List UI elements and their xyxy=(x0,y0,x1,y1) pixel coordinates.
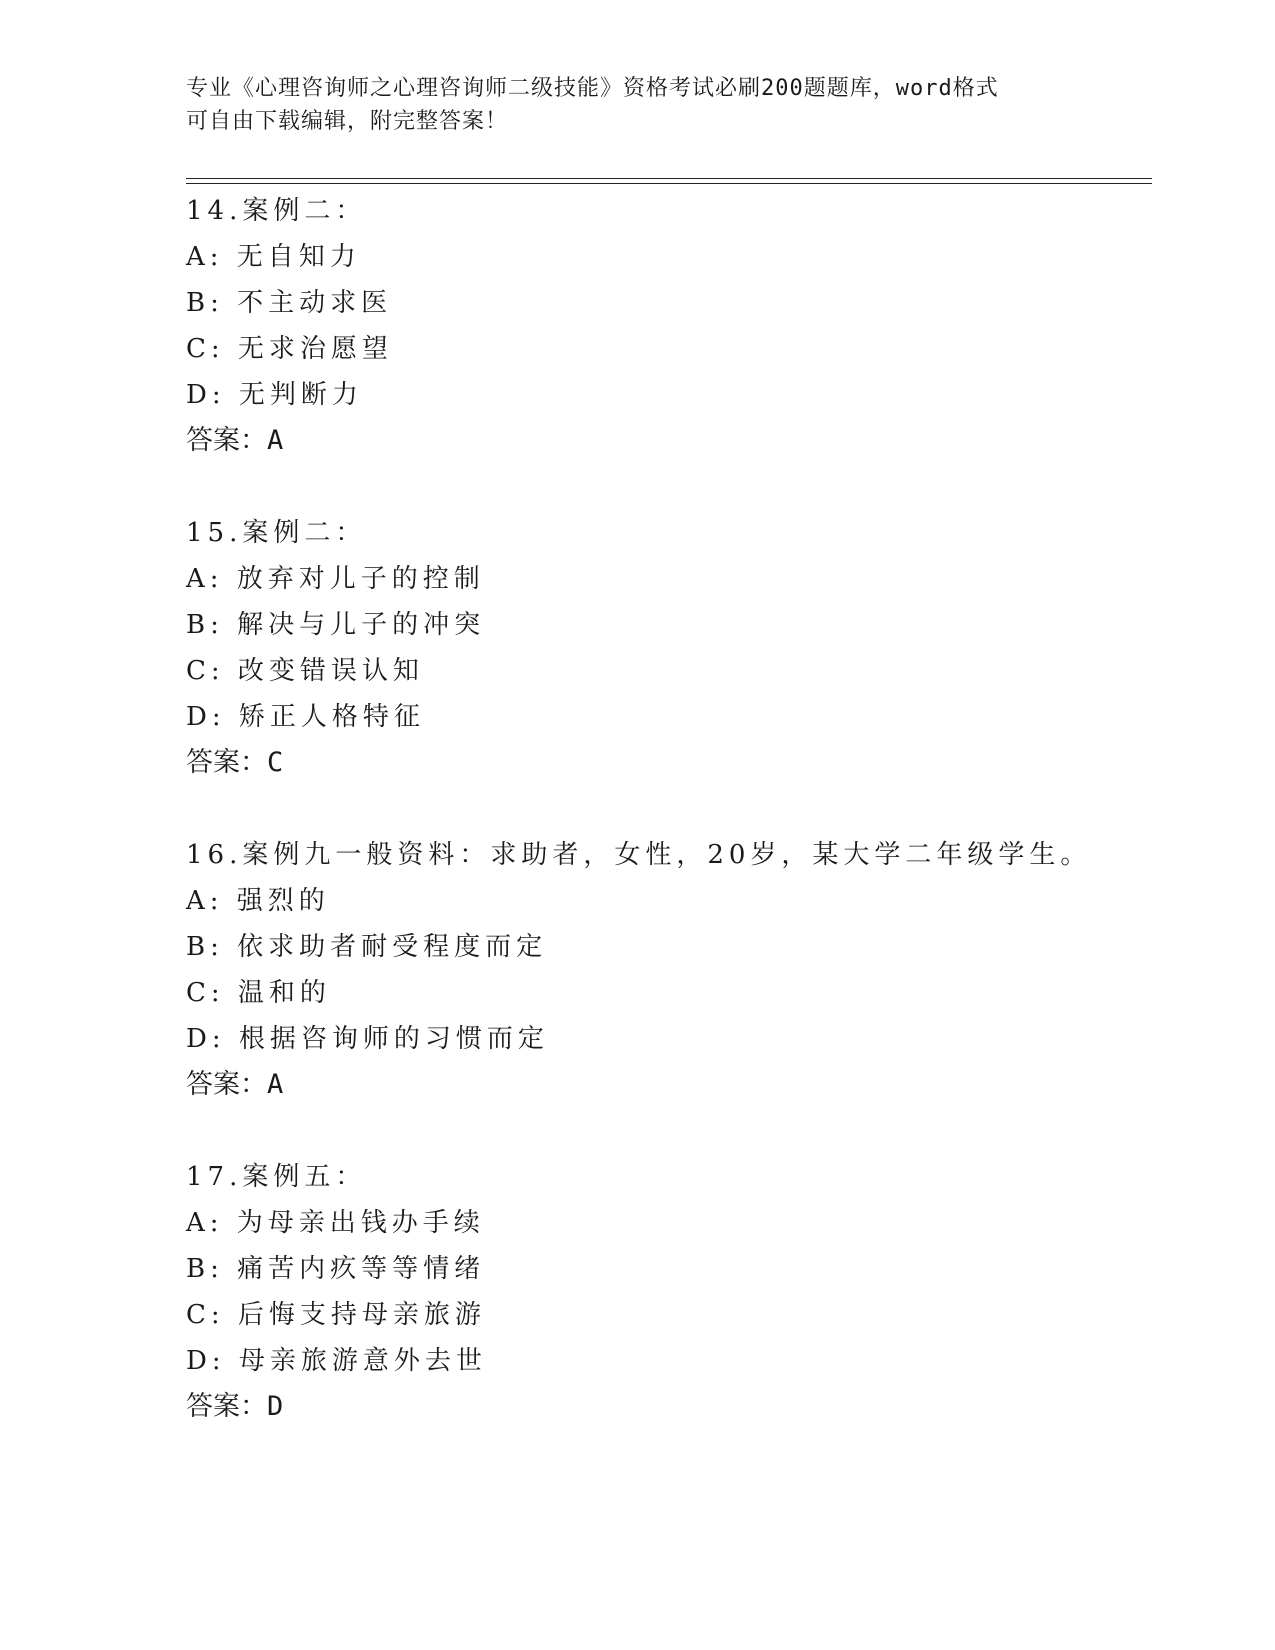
answer-value: A xyxy=(267,1069,284,1100)
option-b: B: 解决与儿子的冲突 xyxy=(186,610,486,640)
option-a: A: 强烈的 xyxy=(186,886,330,916)
header-title-line-2: 可自由下载编辑，附完整答案！ xyxy=(186,109,509,134)
question-15 xyxy=(186,510,1136,786)
answer-line xyxy=(186,418,1136,464)
answer-label: 答案： xyxy=(186,1391,267,1422)
answer-line xyxy=(186,1062,1136,1108)
header-divider-top xyxy=(186,178,1152,179)
question-16 xyxy=(186,832,1136,1108)
answer-line xyxy=(186,1384,1136,1430)
option-d: D: 矫正人格特征 xyxy=(186,702,425,732)
question-stem: 15.案例二： xyxy=(186,518,367,548)
answer-label: 答案： xyxy=(186,425,267,456)
question-list xyxy=(186,188,1136,1430)
answer-line xyxy=(186,740,1136,786)
option-c: C: 后悔支持母亲旅游 xyxy=(186,1300,486,1330)
option-b: B: 痛苦内疚等等情绪 xyxy=(186,1254,486,1284)
option-b: B: 依求助者耐受程度而定 xyxy=(186,932,548,962)
question-14 xyxy=(186,188,1136,464)
option-a: A: 为母亲出钱办手续 xyxy=(186,1208,485,1238)
header-divider-bottom xyxy=(186,183,1152,184)
question-stem: 16.案例九一般资料：求助者，女性，20岁，某大学二年级学生。 xyxy=(186,840,1092,870)
option-c: C: 无求治愿望 xyxy=(186,334,393,364)
option-c: C: 改变错误认知 xyxy=(186,656,424,686)
option-d: D: 无判断力 xyxy=(186,380,363,410)
answer-value: D xyxy=(267,1391,284,1422)
option-b: B: 不主动求医 xyxy=(186,288,393,318)
header-title-line-1: 专业《心理咨询师之心理咨询师二级技能》资格考试必刷200题题库，word格式 xyxy=(186,76,999,101)
option-c: C: 温和的 xyxy=(186,978,331,1008)
answer-label: 答案： xyxy=(186,747,267,778)
question-stem: 14.案例二： xyxy=(186,196,367,226)
answer-value: A xyxy=(267,425,284,456)
option-a: A: 放弃对儿子的控制 xyxy=(186,564,485,594)
document-header xyxy=(186,72,1086,138)
question-17 xyxy=(186,1154,1136,1430)
option-d: D: 根据咨询师的习惯而定 xyxy=(186,1024,549,1054)
option-d: D: 母亲旅游意外去世 xyxy=(186,1346,487,1376)
question-stem: 17.案例五： xyxy=(186,1162,367,1192)
option-a: A: 无自知力 xyxy=(186,242,361,272)
answer-label: 答案： xyxy=(186,1069,267,1100)
answer-value: C xyxy=(267,747,284,778)
